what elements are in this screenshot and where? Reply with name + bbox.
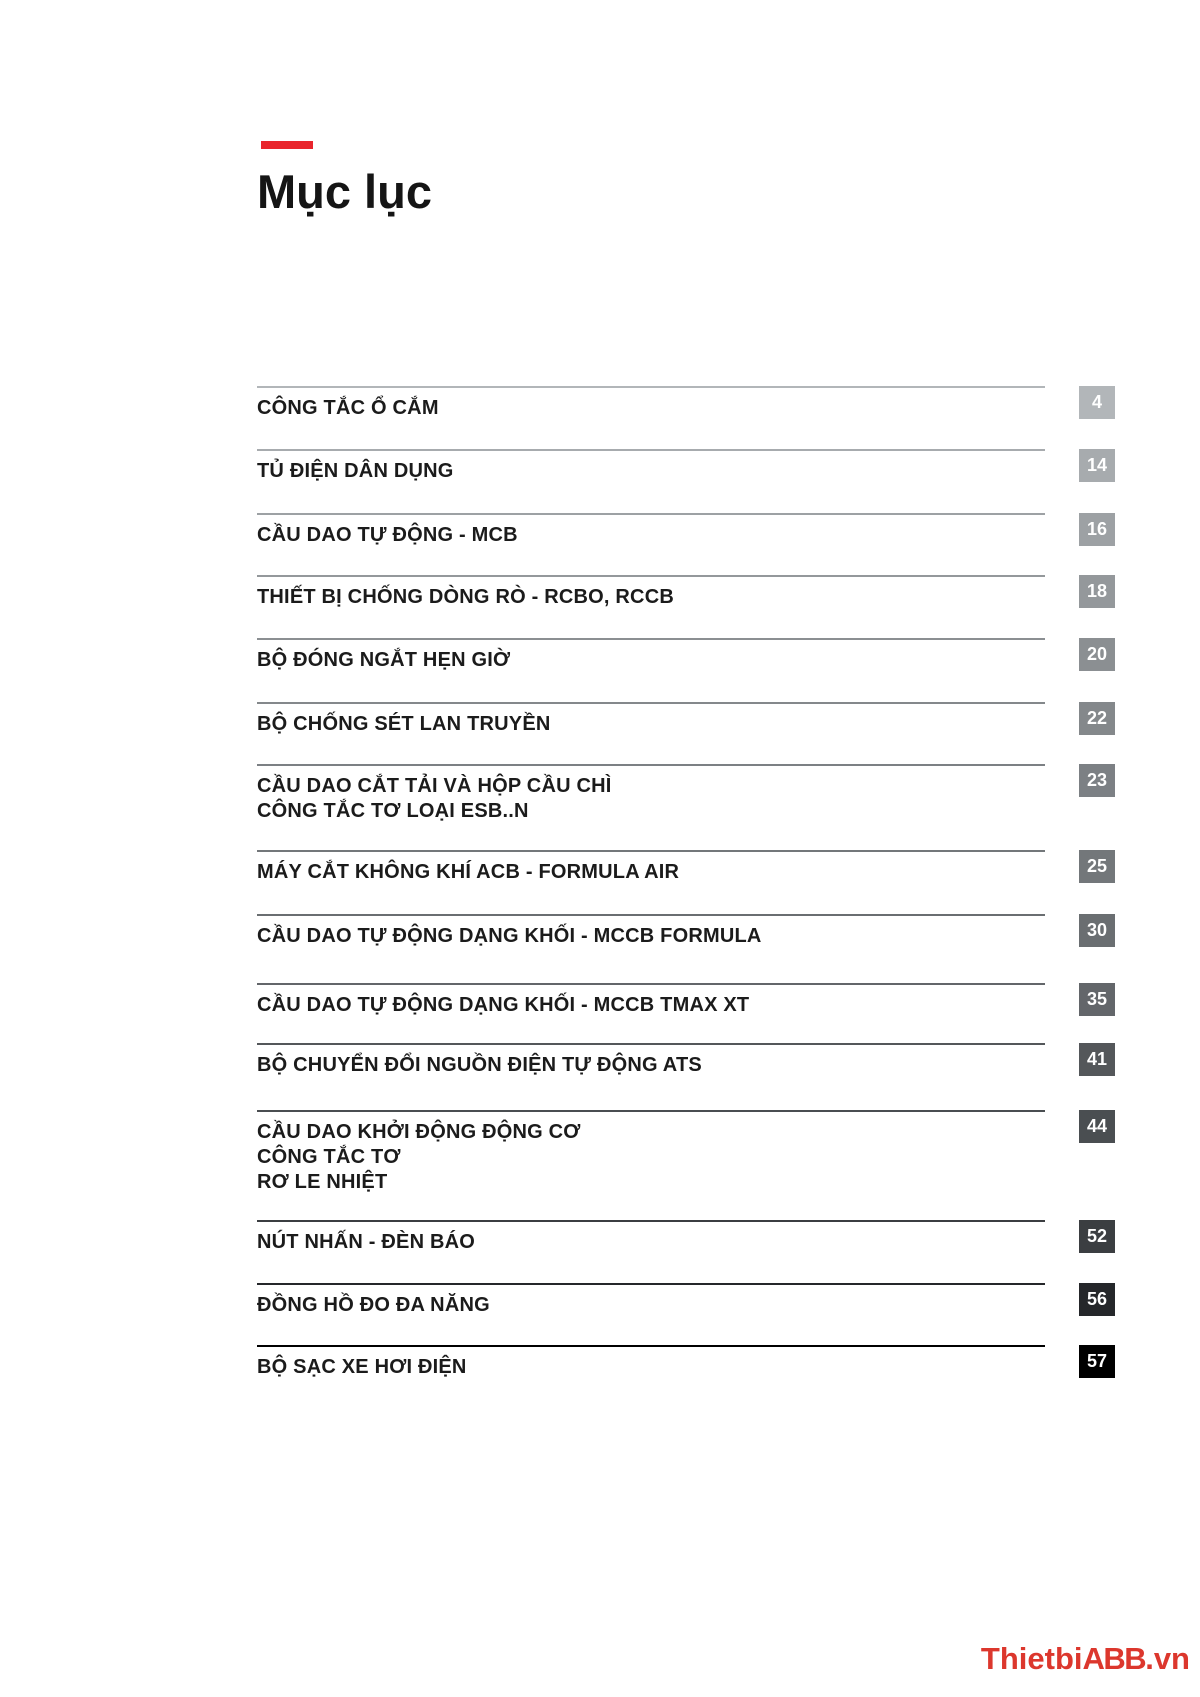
toc-entry-title bbox=[257, 993, 1045, 1018]
toc-entry-page-badge: 22 bbox=[1079, 702, 1115, 735]
toc-entry-line: BỘ ĐÓNG NGẮT HẸN GIỜ bbox=[257, 649, 511, 671]
toc-entry-title bbox=[257, 1120, 1045, 1195]
toc-entry-page-badge: 52 bbox=[1079, 1220, 1115, 1253]
toc-entry-title bbox=[257, 648, 1045, 673]
toc-entry-page-badge: 56 bbox=[1079, 1283, 1115, 1316]
toc-entry-page-badge: 44 bbox=[1079, 1110, 1115, 1143]
toc-entry-line: CÔNG TẮC Ổ CẮM bbox=[257, 397, 439, 419]
toc-entry-title bbox=[257, 585, 1045, 610]
toc-entry-line: RƠ LE NHIỆT bbox=[257, 1171, 388, 1193]
toc-entry-page-badge: 4 bbox=[1079, 386, 1115, 419]
toc-entry-page-badge: 30 bbox=[1079, 914, 1115, 947]
toc-entry[interactable] bbox=[257, 1220, 1108, 1283]
toc-entry-title bbox=[257, 1053, 1045, 1078]
toc-entry[interactable] bbox=[257, 764, 1108, 850]
toc-entry[interactable] bbox=[257, 914, 1108, 983]
toc-entry[interactable] bbox=[257, 513, 1108, 575]
toc-entry-page-badge: 16 bbox=[1079, 513, 1115, 546]
toc-entry-title bbox=[257, 1293, 1045, 1318]
toc-entry-line: NÚT NHẤN - ĐÈN BÁO bbox=[257, 1231, 476, 1253]
toc-entry-line: BỘ CHUYỂN ĐỔI NGUỒN ĐIỆN TỰ ĐỘNG ATS bbox=[257, 1054, 702, 1076]
toc-entry-line: BỘ CHỐNG SÉT LAN TRUYỀN bbox=[257, 713, 551, 735]
toc-entry-page-badge: 14 bbox=[1079, 449, 1115, 482]
toc-entry[interactable] bbox=[257, 983, 1108, 1043]
toc-entry-line: CẦU DAO TỰ ĐỘNG DẠNG KHỐI - MCCB FORMULA bbox=[257, 925, 762, 947]
toc-entry-line: CÔNG TẮC TƠ bbox=[257, 1146, 401, 1168]
toc-entry-title bbox=[257, 860, 1045, 885]
title-accent-dash bbox=[261, 141, 313, 149]
toc-entry-line: TỦ ĐIỆN DÂN DỤNG bbox=[257, 460, 454, 482]
toc-entry-page-badge: 23 bbox=[1079, 764, 1115, 797]
toc-entry[interactable] bbox=[257, 1345, 1108, 1405]
toc-entry-title bbox=[257, 1355, 1045, 1380]
toc-entry-line: ĐỒNG HỒ ĐO ĐA NĂNG bbox=[257, 1294, 490, 1316]
toc-entry[interactable] bbox=[257, 386, 1102, 449]
toc-entry-line: CẦU DAO CẮT TẢI VÀ HỘP CẦU CHÌ bbox=[257, 775, 612, 797]
toc-entry-page-badge: 41 bbox=[1079, 1043, 1115, 1076]
toc-entry[interactable] bbox=[257, 1110, 1108, 1220]
toc-entry-page-badge: 20 bbox=[1079, 638, 1115, 671]
toc-entry-title bbox=[257, 523, 1045, 548]
toc-entry-line: CẦU DAO KHỞI ĐỘNG ĐỘNG CƠ bbox=[257, 1121, 581, 1143]
toc-entry[interactable] bbox=[257, 1043, 1108, 1110]
toc-entry-title bbox=[257, 774, 1045, 824]
logo-suffix: .vn bbox=[1145, 1641, 1190, 1676]
logo-abb: ABB bbox=[1082, 1641, 1146, 1676]
toc-entry-page-badge: 57 bbox=[1079, 1345, 1115, 1378]
thietbiabb-logo[interactable] bbox=[981, 1641, 1190, 1677]
toc-entry-title bbox=[257, 1230, 1045, 1255]
toc-entry[interactable] bbox=[257, 1283, 1108, 1345]
toc-entry-title bbox=[257, 712, 1045, 737]
toc-entry[interactable] bbox=[257, 638, 1108, 702]
toc-entry-line: MÁY CẮT KHÔNG KHÍ ACB - FORMULA AIR bbox=[257, 861, 680, 883]
toc-entry[interactable] bbox=[257, 850, 1108, 914]
toc-entry-line: CẦU DAO TỰ ĐỘNG - MCB bbox=[257, 524, 518, 546]
toc-entry-line: THIẾT BỊ CHỐNG DÒNG RÒ - RCBO, RCCB bbox=[257, 586, 674, 608]
page-title: Mục lục bbox=[257, 165, 432, 218]
toc-entry-page-badge: 18 bbox=[1079, 575, 1115, 608]
toc-entry[interactable] bbox=[257, 449, 1108, 513]
toc-entry-line: CÔNG TẮC TƠ LOẠI ESB..N bbox=[257, 800, 529, 822]
toc-entry[interactable] bbox=[257, 702, 1108, 764]
toc-entry-page-badge: 25 bbox=[1079, 850, 1115, 883]
toc-entry-title bbox=[257, 924, 1045, 949]
toc-entry-title bbox=[257, 396, 1045, 421]
toc-entry-line: BỘ SẠC XE HƠI ĐIỆN bbox=[257, 1356, 467, 1378]
toc-entry-line: CẦU DAO TỰ ĐỘNG DẠNG KHỐI - MCCB TMAX XT bbox=[257, 994, 750, 1016]
toc-entry[interactable] bbox=[257, 575, 1108, 638]
toc-entry-page-badge: 35 bbox=[1079, 983, 1115, 1016]
logo-prefix: Thietbi bbox=[980, 1641, 1083, 1676]
toc-entry-title bbox=[257, 459, 1045, 484]
table-of-contents bbox=[257, 386, 1108, 1405]
